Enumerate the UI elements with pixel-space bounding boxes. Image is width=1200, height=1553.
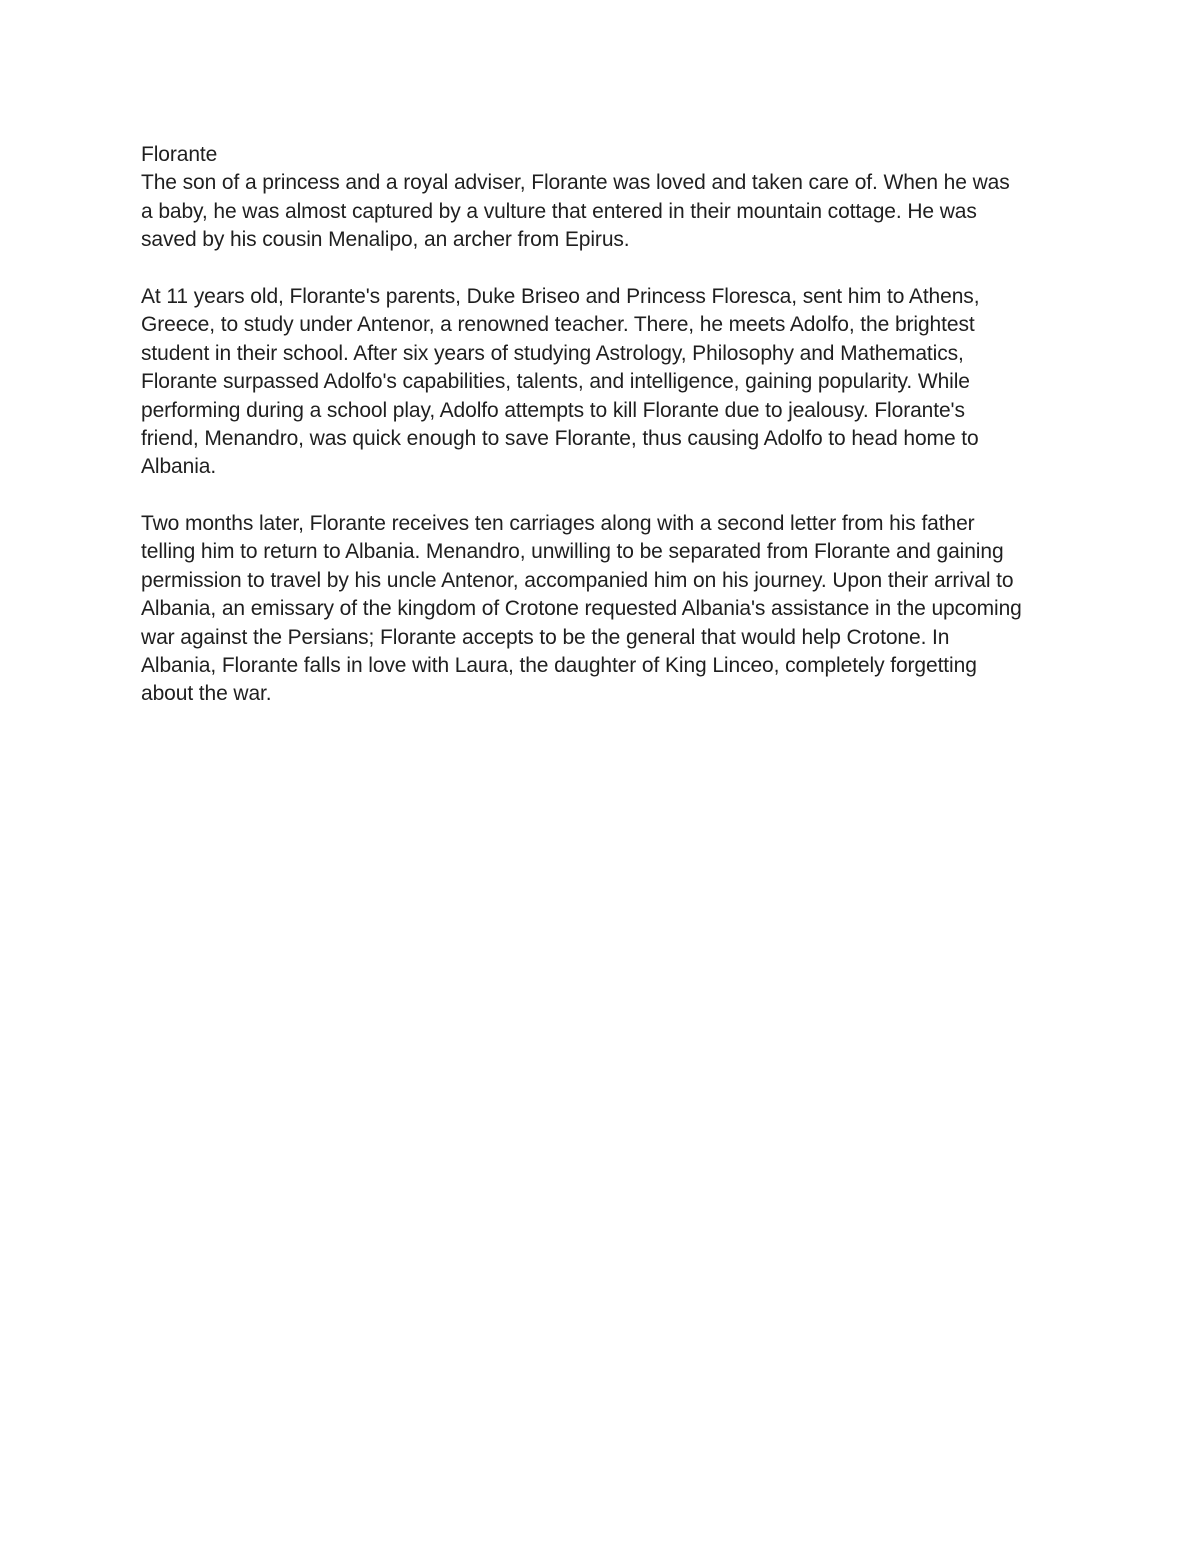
paragraph-line: permission to travel by his uncle Antenor, accompanied him on his journey. Upon their arrival to bbox=[141, 568, 1014, 592]
paragraph-line: Albania. bbox=[141, 455, 217, 479]
paragraph-line: At 11 years old, Florante's parents, Duke Briseo and Princess Floresca, sent him to Athens, bbox=[141, 284, 980, 308]
document-body bbox=[141, 141, 1066, 709]
paragraph-line: telling him to return to Albania. Menandro, unwilling to be separated from Florante and gaining bbox=[141, 540, 1004, 564]
paragraph-2 bbox=[141, 283, 1066, 482]
paragraph-line: Two months later, Florante receives ten carriages along with a second letter from his father bbox=[141, 512, 975, 536]
paragraph-line: war against the Persians; Florante accepts to be the general that would help Crotone. In bbox=[141, 625, 950, 649]
paragraph-line: Albania, Florante falls in love with Laura, the daughter of King Linceo, completely forgetting bbox=[141, 654, 977, 678]
paragraph-line: a baby, he was almost captured by a vulture that entered in their mountain cottage. He was bbox=[141, 199, 977, 223]
paragraph-line: Albania, an emissary of the kingdom of Crotone requested Albania's assistance in the upcoming bbox=[141, 597, 1022, 621]
paragraph-line: student in their school. After six years of studying Astrology, Philosophy and Mathematics, bbox=[141, 341, 964, 365]
paragraph-spacer bbox=[141, 255, 1066, 283]
paragraph-line: Florante surpassed Adolfo's capabilities, talents, and intelligence, gaining popularity. While bbox=[141, 370, 970, 394]
paragraph-spacer bbox=[141, 482, 1066, 510]
paragraph-line: friend, Menandro, was quick enough to save Florante, thus causing Adolfo to head home to bbox=[141, 426, 979, 450]
paragraph-line: The son of a princess and a royal adviser, Florante was loved and taken care of. When he was bbox=[141, 171, 1010, 195]
paragraph-3 bbox=[141, 510, 1066, 709]
document-title: Florante bbox=[141, 143, 218, 166]
paragraph-line: saved by his cousin Menalipo, an archer from Epirus. bbox=[141, 228, 630, 252]
paragraph-line: Greece, to study under Antenor, a renowned teacher. There, he meets Adolfo, the brightest bbox=[141, 313, 975, 337]
paragraph-1 bbox=[141, 169, 1066, 254]
paragraph-line: performing during a school play, Adolfo attempts to kill Florante due to jealousy. Florante's bbox=[141, 398, 965, 422]
paragraph-line: about the war. bbox=[141, 682, 272, 706]
